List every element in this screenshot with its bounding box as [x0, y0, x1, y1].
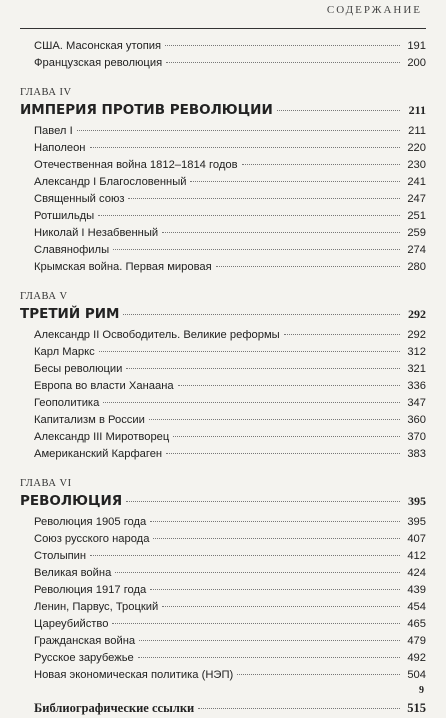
chapter-label: ГЛАВА VI	[20, 478, 72, 489]
toc-entry[interactable]: Крымская война. Первая мировая 280	[34, 261, 426, 273]
chapter-heading[interactable]: ТРЕТИЙ РИМ 292	[20, 306, 426, 322]
leader-dots	[198, 708, 400, 709]
toc-entry[interactable]: Священный союз 247	[34, 193, 426, 205]
leader-dots	[99, 351, 400, 352]
toc-entry[interactable]: Наполеон 220	[34, 142, 426, 154]
toc-entry[interactable]: Николай I Незабвенный 259	[34, 227, 426, 239]
toc-entry[interactable]: Александр III Миротворец 370	[34, 431, 426, 443]
running-header: СОДЕРЖАНИЕ	[326, 4, 422, 16]
table-of-contents	[20, 38, 426, 718]
leader-dots	[277, 110, 400, 111]
leader-dots	[90, 147, 401, 148]
leader-dots	[77, 130, 400, 131]
intro-group	[20, 38, 426, 72]
toc-entry[interactable]: Американский Карфаген 383	[34, 448, 426, 460]
leader-dots	[90, 555, 400, 556]
leader-dots	[139, 640, 400, 641]
toc-entry[interactable]: Геополитика 347	[34, 397, 426, 409]
toc-entry[interactable]: Союз русского народа 407	[34, 533, 426, 545]
leader-dots	[103, 402, 400, 403]
toc-entry[interactable]: Революция 1917 года 439	[34, 584, 426, 596]
leader-dots	[149, 419, 400, 420]
bibliography-entry[interactable]: Библиографические ссылки 515	[34, 701, 426, 715]
toc-entry[interactable]: Новая экономическая политика (НЭП) 504	[34, 669, 426, 681]
leader-dots	[98, 215, 400, 216]
leader-dots	[242, 164, 400, 165]
leader-dots	[115, 572, 400, 573]
leader-dots	[162, 232, 400, 233]
leader-dots	[113, 249, 400, 250]
leader-dots	[190, 181, 400, 182]
toc-entry[interactable]: Славянофилы 274	[34, 244, 426, 256]
toc-entry[interactable]: Александр I Благословенный 241	[34, 176, 426, 188]
leader-dots	[126, 501, 400, 502]
leader-dots	[166, 453, 400, 454]
chapter-5	[20, 290, 426, 463]
leader-dots	[138, 657, 400, 658]
leader-dots	[237, 674, 400, 675]
chapter-label: ГЛАВА V	[20, 291, 68, 302]
toc-entry[interactable]: Великая война 424	[34, 567, 426, 579]
leader-dots	[153, 538, 400, 539]
toc-entry[interactable]: Русское зарубежье 492	[34, 652, 426, 664]
toc-entry[interactable]: Революция 1905 года 395	[34, 516, 426, 528]
toc-entry[interactable]: Цареубийство 465	[34, 618, 426, 630]
toc-entry[interactable]: Павел I 211	[34, 125, 426, 137]
top-rule	[20, 28, 426, 29]
toc-entry[interactable]: Ротшильды 251	[34, 210, 426, 222]
leader-dots	[126, 368, 400, 369]
chapter-heading[interactable]: РЕВОЛЮЦИЯ 395	[20, 493, 426, 509]
toc-entry[interactable]: Европа во власти Ханаана 336	[34, 380, 426, 392]
leader-dots	[178, 385, 400, 386]
leader-dots	[166, 62, 400, 63]
leader-dots	[150, 521, 400, 522]
chapter-6	[20, 477, 426, 684]
toc-entry[interactable]: США. Масонская утопия 191	[34, 40, 426, 52]
leader-dots	[173, 436, 400, 437]
leader-dots	[165, 45, 400, 46]
toc-entry[interactable]: Гражданская война 479	[34, 635, 426, 647]
chapter-label: ГЛАВА IV	[20, 87, 72, 98]
leader-dots	[284, 334, 400, 335]
toc-entry[interactable]: Столыпин 412	[34, 550, 426, 562]
chapter-heading[interactable]: ИМПЕРИЯ ПРОТИВ РЕВОЛЮЦИИ 211	[20, 102, 426, 118]
leader-dots	[112, 623, 400, 624]
chapter-4	[20, 86, 426, 276]
leader-dots	[123, 314, 400, 315]
toc-entry[interactable]: Отечественная война 1812–1814 годов 230	[34, 159, 426, 171]
leader-dots	[162, 606, 400, 607]
toc-entry[interactable]: Александр II Освободитель. Великие реформы 292	[34, 329, 426, 341]
toc-entry[interactable]: Капитализм в России 360	[34, 414, 426, 426]
leader-dots	[128, 198, 400, 199]
leader-dots	[216, 266, 400, 267]
page-number: 9	[419, 685, 424, 696]
leader-dots	[150, 589, 400, 590]
toc-entry[interactable]: Французская революция 200	[34, 57, 426, 69]
toc-entry[interactable]: Бесы революции 321	[34, 363, 426, 375]
toc-entry[interactable]: Карл Маркс 312	[34, 346, 426, 358]
toc-entry[interactable]: Ленин, Парвус, Троцкий 454	[34, 601, 426, 613]
